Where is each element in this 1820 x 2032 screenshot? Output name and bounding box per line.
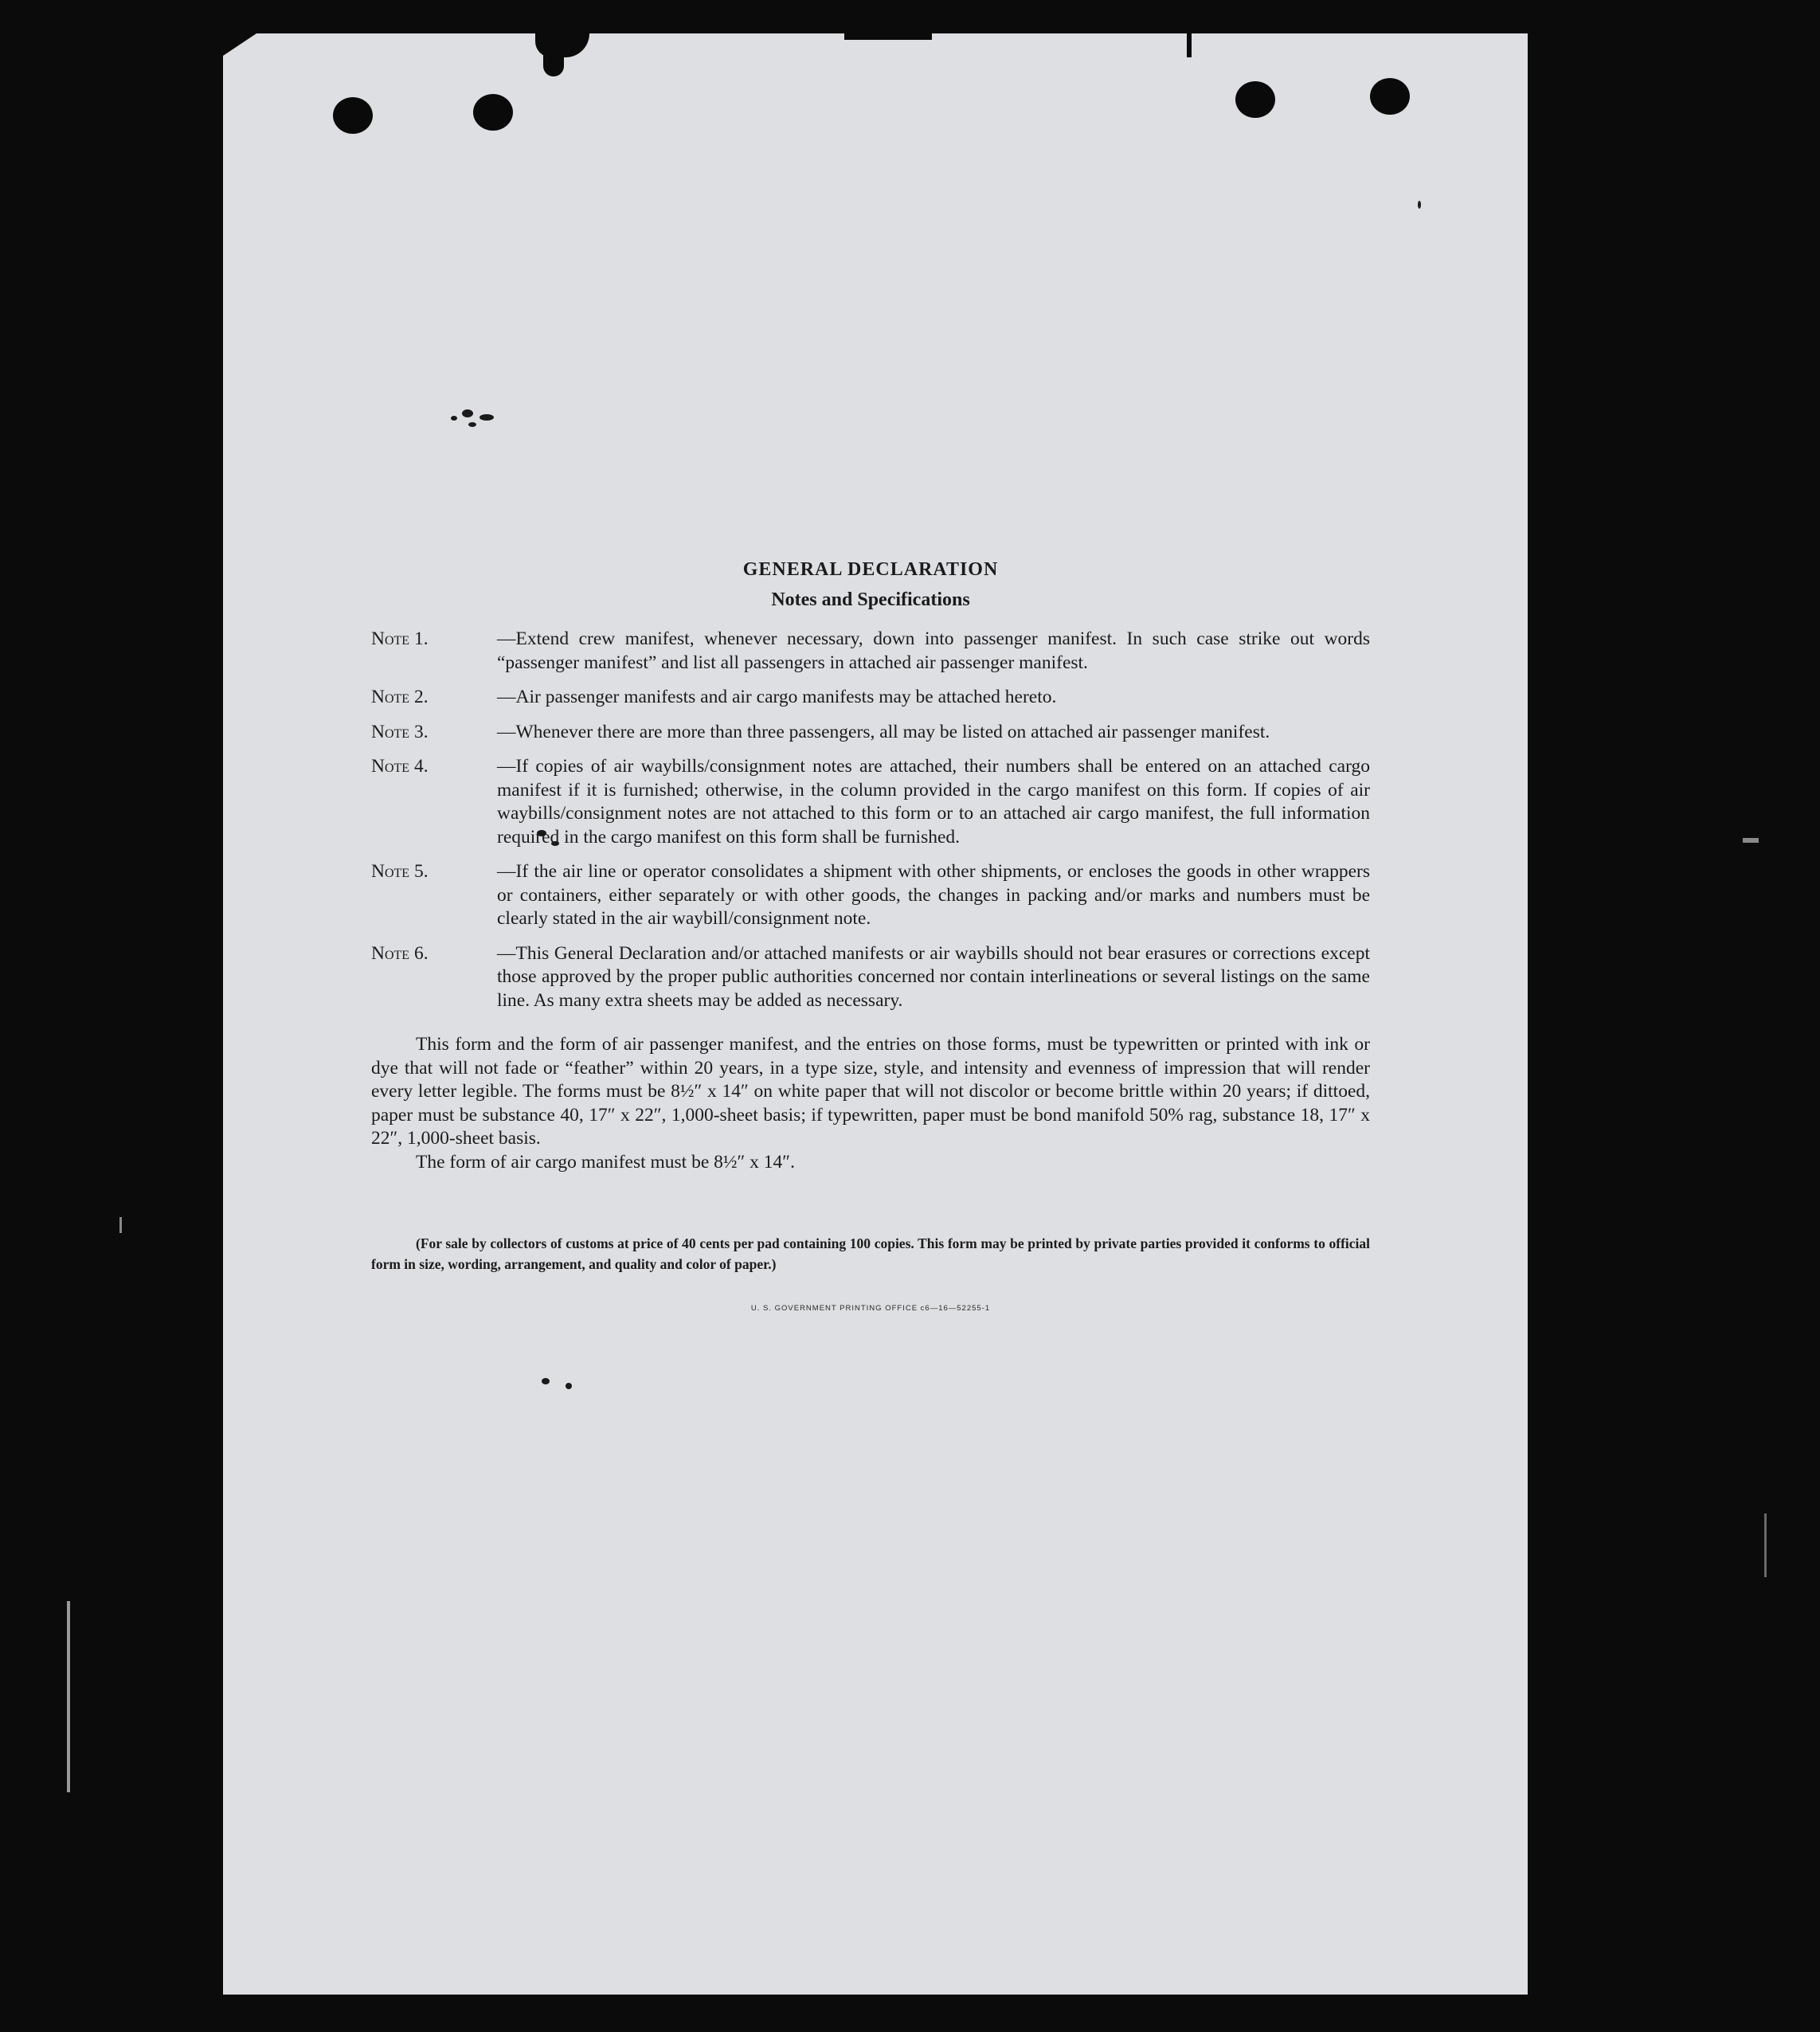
- note-label: Note 3.: [371, 721, 429, 742]
- stain: [542, 1378, 550, 1384]
- document-title: GENERAL DECLARATION: [742, 559, 999, 580]
- stain: [468, 422, 476, 427]
- torn-edge: [844, 33, 932, 40]
- scan-artifact: [67, 1601, 70, 1792]
- note-2: [371, 686, 1370, 710]
- note-label: Note 5.: [371, 861, 429, 882]
- scan-artifact: [1764, 1513, 1767, 1577]
- punch-hole: [1370, 78, 1410, 115]
- note-text: —If the air line or operator consolidates a shipment with other shipments, or encloses the goods in other wrappers or containers, either separately or with other goods, the changes in packing and/or marks and numbers must be clearly stated in the air waybill/consignment note.: [497, 861, 1370, 929]
- note-5: [371, 860, 1370, 931]
- note-text: —If copies of air waybills/consignment notes are attached, their numbers shall be entered on an attached cargo manifest if it is furnished; otherwise, in the column provided in the cargo manifest on this form. If copies of air waybills/consignment notes are not attached to this form or to an attached air cargo manifest, the full information required in the cargo manifest on this form shall be furnished.: [497, 756, 1370, 848]
- note-label: Note 4.: [371, 756, 429, 777]
- scan-artifact: [119, 1217, 122, 1233]
- note-text: —Air passenger manifests and air cargo manifests may be attached hereto.: [497, 687, 1057, 707]
- torn-edge: [543, 49, 564, 76]
- cargo-manifest-size-line: The form of air cargo manifest must be 8½″ x 14″.: [416, 1151, 795, 1173]
- note-4: [371, 755, 1370, 849]
- stain: [462, 409, 473, 417]
- scan-artifact: [1743, 838, 1759, 843]
- note-text: —This General Declaration and/or attached manifests or air waybills should not bear erasures or corrections except those approved by the proper public authorities concerned nor contain interlineations or several listings on the same line. As many extra sheets may be added as necessary.: [497, 942, 1370, 1011]
- stain: [451, 416, 457, 421]
- note-label: Note 2.: [371, 687, 429, 707]
- note-1: [371, 628, 1370, 675]
- document-body: [371, 558, 1370, 1328]
- printing-office-imprint: U. S. GOVERNMENT PRINTING OFFICE c6—16—52255-1: [750, 1304, 991, 1313]
- stain: [479, 414, 494, 421]
- sale-notice: (For sale by collectors of customs at price of 40 cents per pad containing 100 copies. This form may be printed by private parties provided it conforms to official form in size, wording, arrangement, and quality and color of paper.): [371, 1235, 1370, 1272]
- document-subtitle: Notes and Specifications: [771, 589, 970, 610]
- punch-hole: [473, 94, 513, 131]
- torn-edge: [1187, 33, 1192, 57]
- stain: [1418, 201, 1421, 209]
- note-label: Note 1.: [371, 628, 429, 649]
- punch-hole: [1235, 81, 1275, 118]
- note-text: —Whenever there are more than three passengers, all may be listed on attached air passenger manifest.: [497, 721, 1270, 742]
- specifications-paragraph: This form and the form of air passenger manifest, and the entries on those forms, must be typewritten or printed with ink or dye that will not fade or “feather” within 20 years, in a type size, style, and intensity and evenness of impression that will render every letter legible. The forms must be 8½″ x 14″ on white paper that will not discolor or become brittle within 20 years; if dittoed, paper must be substance 40, 17″ x 22″, 1,000-sheet basis; if typewritten, paper must be bond manifold 50% rag, substance 18, 17″ x 22″, 1,000-sheet basis.: [371, 1034, 1370, 1149]
- note-3: [371, 721, 1370, 745]
- punch-hole: [333, 97, 373, 134]
- note-text: —Extend crew manifest, whenever necessary, down into passenger manifest. In such case strike out words “passenger manifest” and list all passengers in attached air passenger manifest.: [497, 628, 1370, 673]
- note-6: [371, 942, 1370, 1013]
- stain: [566, 1383, 572, 1389]
- note-label: Note 6.: [371, 942, 429, 964]
